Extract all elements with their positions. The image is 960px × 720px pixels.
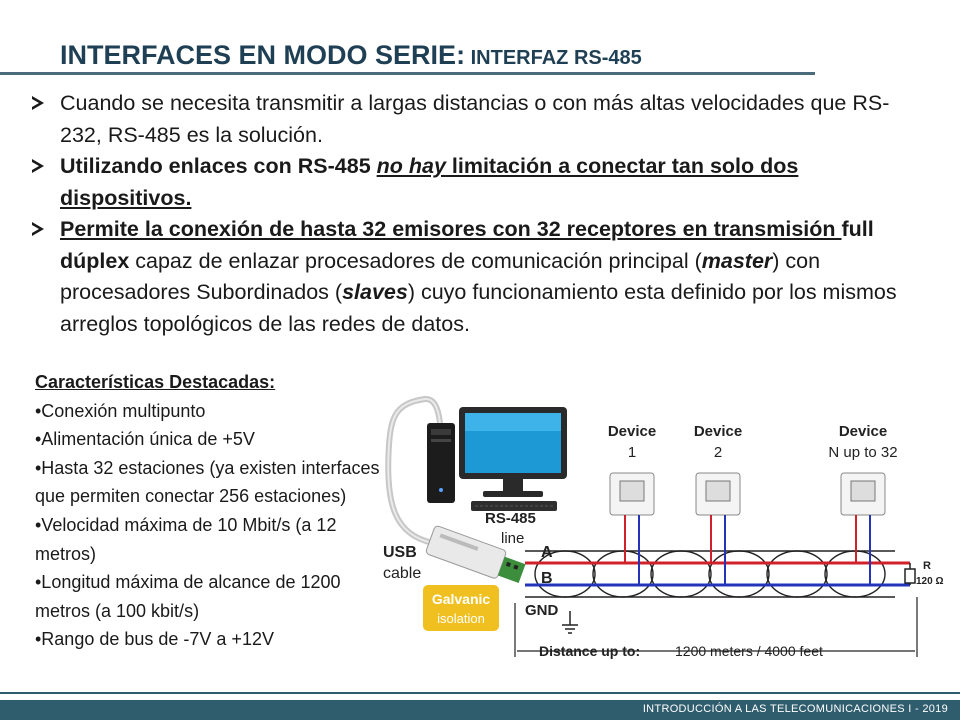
gnd-label: GND: [525, 602, 559, 619]
monitor-icon: [459, 407, 567, 497]
device-number: N up to 32: [828, 444, 898, 461]
bullet-emphasis: slaves: [342, 280, 408, 304]
bullet-emphasis: full dúplex: [60, 217, 874, 273]
device-number: 2: [713, 444, 723, 461]
bullet-text: ) cuyo funcionamiento esta definido por los mismos arreglos topológicos de las redes de datos.: [60, 280, 897, 336]
usb-label: USB: [383, 544, 417, 561]
feature-item: •Longitud máxima de alcance de 1200 metros (a 100 kbit/s): [35, 572, 341, 621]
device-2: [694, 423, 742, 585]
terminating-resistor: [905, 563, 915, 585]
device-n: [828, 423, 897, 585]
footer-divider: [0, 692, 960, 694]
slide-title: [60, 40, 642, 71]
title-main: INTERFACES EN MODO SERIE: [60, 40, 457, 70]
line-b-label: B: [541, 570, 553, 587]
device-number: 1: [627, 444, 637, 461]
footer-bar: [0, 700, 960, 720]
bullet-text: limitación a conectar tan solo dos dispositivos.: [60, 154, 799, 210]
title-sub: INTERFAZ RS-485: [465, 47, 642, 69]
galvanic-isolation-badge: [423, 585, 499, 631]
arrow-bullet-icon: [32, 222, 44, 236]
title-underline: [0, 72, 815, 75]
resistor-value: 120 Ω: [916, 576, 944, 587]
bullet-text: Cuando se necesita transmitir a largas distancias o con más altas velocidades que RS-232, RS-485 es la solución.: [60, 91, 890, 147]
features-panel: [35, 368, 380, 654]
device-name: Device: [838, 423, 888, 440]
ground-symbol-icon: [562, 611, 578, 633]
distance-label: Distance up to:: [539, 643, 641, 659]
bullet-list: [30, 88, 930, 340]
feature-item: •Conexión multipunto: [35, 400, 206, 421]
cable-label: cable: [383, 565, 422, 582]
feature-item: •Rango de bus de -7V a +12V: [35, 629, 274, 650]
resistor-label: R: [923, 560, 931, 572]
bullet-text: Utilizando enlaces con RS-485: [60, 154, 377, 178]
arrow-bullet-icon: [32, 96, 44, 110]
arrow-bullet-icon: [32, 159, 44, 173]
device-name: Device: [693, 423, 743, 440]
line-label: line: [501, 530, 525, 547]
feature-item: •Hasta 32 estaciones (ya existen interfaces que permiten conectar 256 estaciones): [35, 457, 380, 507]
footer-text: INTRODUCCIÓN A LAS TELECOMUNICACIONES I - 2019: [642, 703, 948, 715]
distance-value: 1200 meters / 4000 feet: [675, 643, 823, 659]
bullet-emphasis: master: [701, 248, 773, 273]
device-1: [608, 423, 656, 585]
bullet-text: ) con procesadores Subordinados (: [60, 248, 821, 304]
isolation-label: isolation: [437, 611, 485, 626]
bullet-text: Permite la conexión de hasta 32 emisores con 32 receptores en transmisión: [60, 217, 842, 241]
bullet-text: capaz de enlazar procesadores de comunicación principal (: [129, 248, 702, 273]
bullet-item-1: [30, 88, 930, 151]
features-heading: Características Destacadas:: [35, 372, 276, 392]
feature-item: •Alimentación única de +5V: [35, 429, 255, 450]
line-a-label: A: [541, 544, 553, 561]
galvanic-label: Galvanic: [431, 591, 491, 607]
rs485-network-diagram: [375, 385, 945, 675]
computer-tower-icon: [427, 423, 455, 503]
device-name: Device: [607, 423, 657, 440]
bullet-item-3: [30, 214, 930, 340]
feature-item: •Velocidad máxima de 10 Mbit/s (a 12 metros): [35, 514, 337, 564]
bullet-item-2: [30, 151, 930, 214]
title-colon: :: [456, 40, 466, 70]
bullet-emphasis: no hay: [376, 154, 446, 178]
rs485-label: RS-485: [485, 510, 536, 527]
